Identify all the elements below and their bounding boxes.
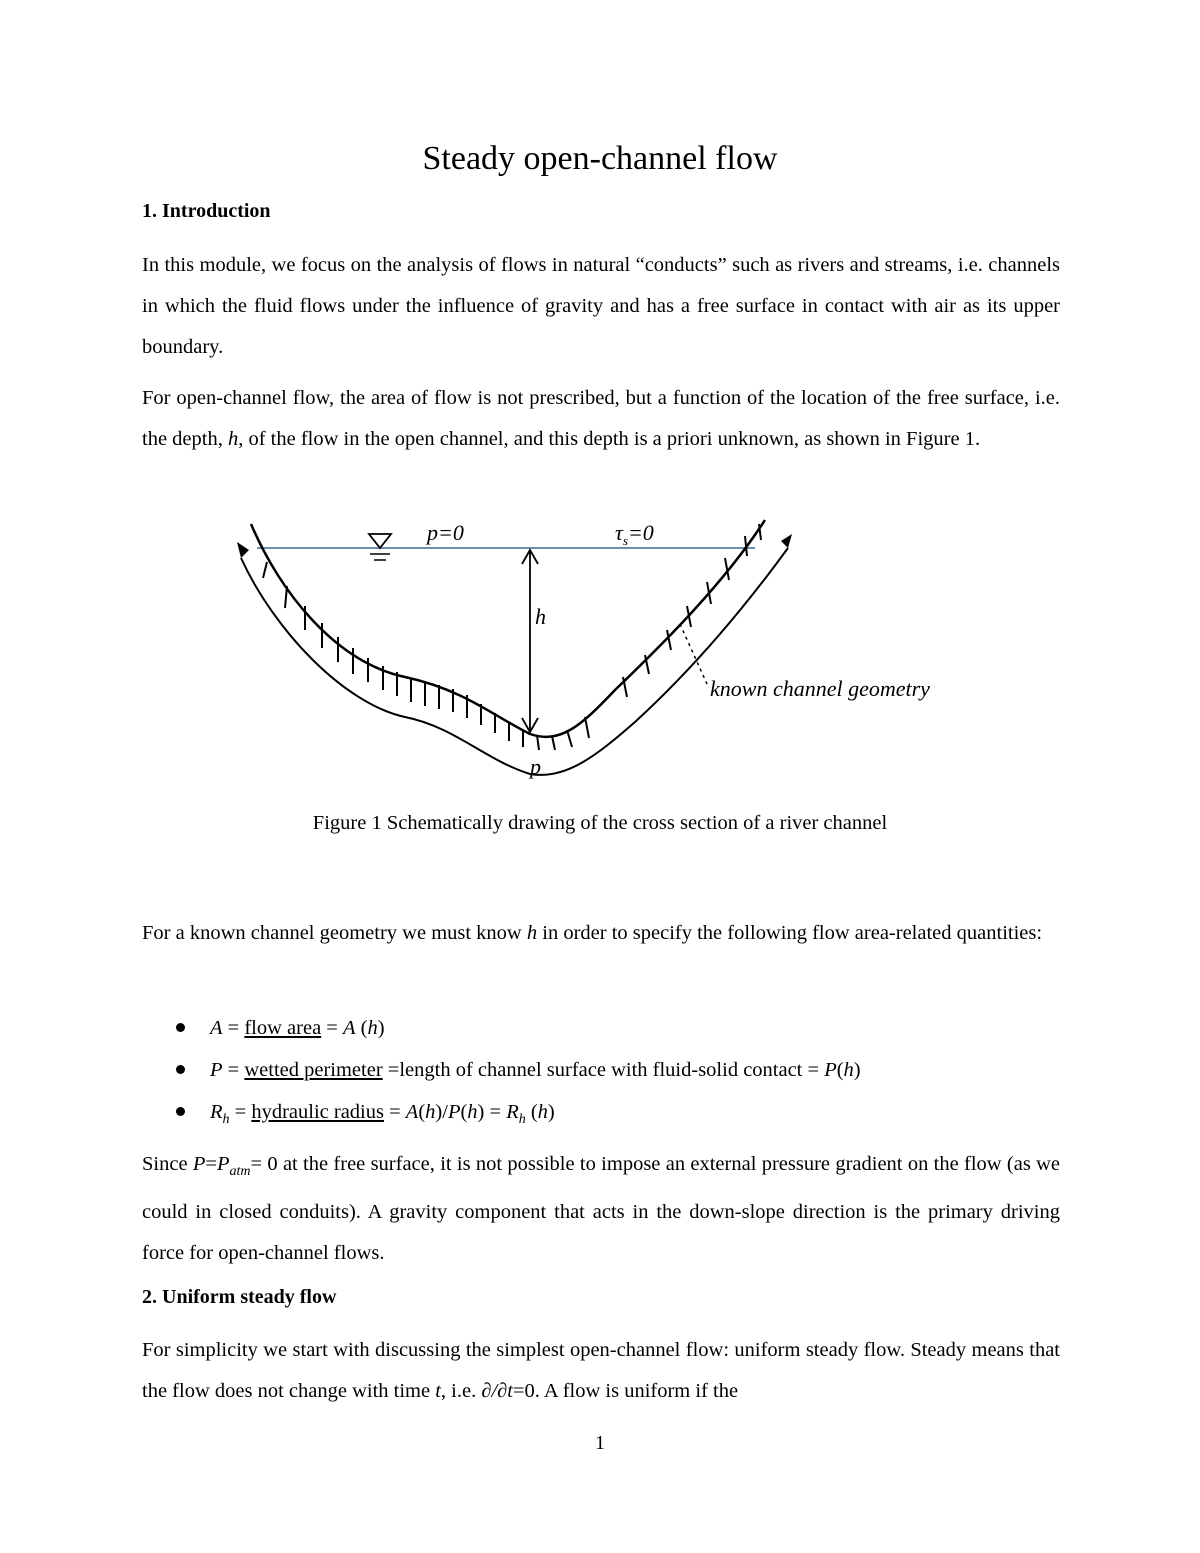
section-heading-uniform-steady-flow: 2. Uniform steady flow xyxy=(142,1286,337,1308)
known-geometry-paragraph: For a known channel geometry we must know h in order to specify the following flow area-related quantities: xyxy=(142,922,1043,944)
section-heading-introduction: 1. Introduction xyxy=(142,200,271,222)
bullet-icon xyxy=(176,1065,185,1074)
shear-stress-label: $\tau_s=0$ xyxy=(615,520,654,548)
list-item: $R_h$ = hydraulic radius = $A(h)/P(h) = R_h$ (h) xyxy=(142,1094,1060,1136)
list-item: A = flow area = A (h) xyxy=(142,1010,1060,1052)
uniform-flow-paragraph: For simplicity we start with discussing the simplest open-channel flow: uniform steady flow. Steady means that the flow does not change with time t, i.e. ∂/∂t=0. A flow is uniform if the xyxy=(142,1339,1060,1402)
bullet-icon xyxy=(176,1107,185,1116)
depth-label: h xyxy=(535,604,546,629)
channel-bed-line xyxy=(251,520,765,737)
page-number: 1 xyxy=(595,1432,605,1454)
open-channel-paragraph: For open-channel flow, the area of flow is not prescribed, but a function of the location of the free surface, i.e. the depth, h, of the flow in the open channel, and this depth is a priori unknown, as shown in Figure 1. xyxy=(142,387,1060,450)
geometry-label: known channel geometry xyxy=(710,676,930,701)
list-item: P = wetted perimeter =length of channel surface with fluid-solid contact = P(h) xyxy=(142,1052,1060,1094)
channel-cross-section-figure xyxy=(225,512,985,792)
quantity-list xyxy=(142,1010,1060,1136)
depth-arrow xyxy=(522,550,538,732)
pressure-zero-label: p=0 xyxy=(427,520,464,545)
bullet-icon xyxy=(176,1023,185,1032)
intro-paragraph: In this module, we focus on the analysis of flows in natural “conducts” such as rivers and streams, i.e. channels in which the fluid flows under the influence of gravity and has a free surface in contact with air as its upper boundary. xyxy=(142,254,1060,358)
driving-force-paragraph: Since $P=P_{atm}= 0$ at the free surface, it is not possible to impose an external pressure gradient on the flow (as we could in closed conduits). A gravity component that acts in the down-slope direction is the primary driving force for open-channel flows. xyxy=(142,1153,1061,1265)
channel-outer-line xyxy=(241,548,788,775)
figure-caption: Figure 1 Schematically drawing of the cross section of a river channel xyxy=(312,812,888,834)
page-title: Steady open-channel flow xyxy=(422,140,778,177)
bed-pressure-label: p xyxy=(530,754,541,779)
